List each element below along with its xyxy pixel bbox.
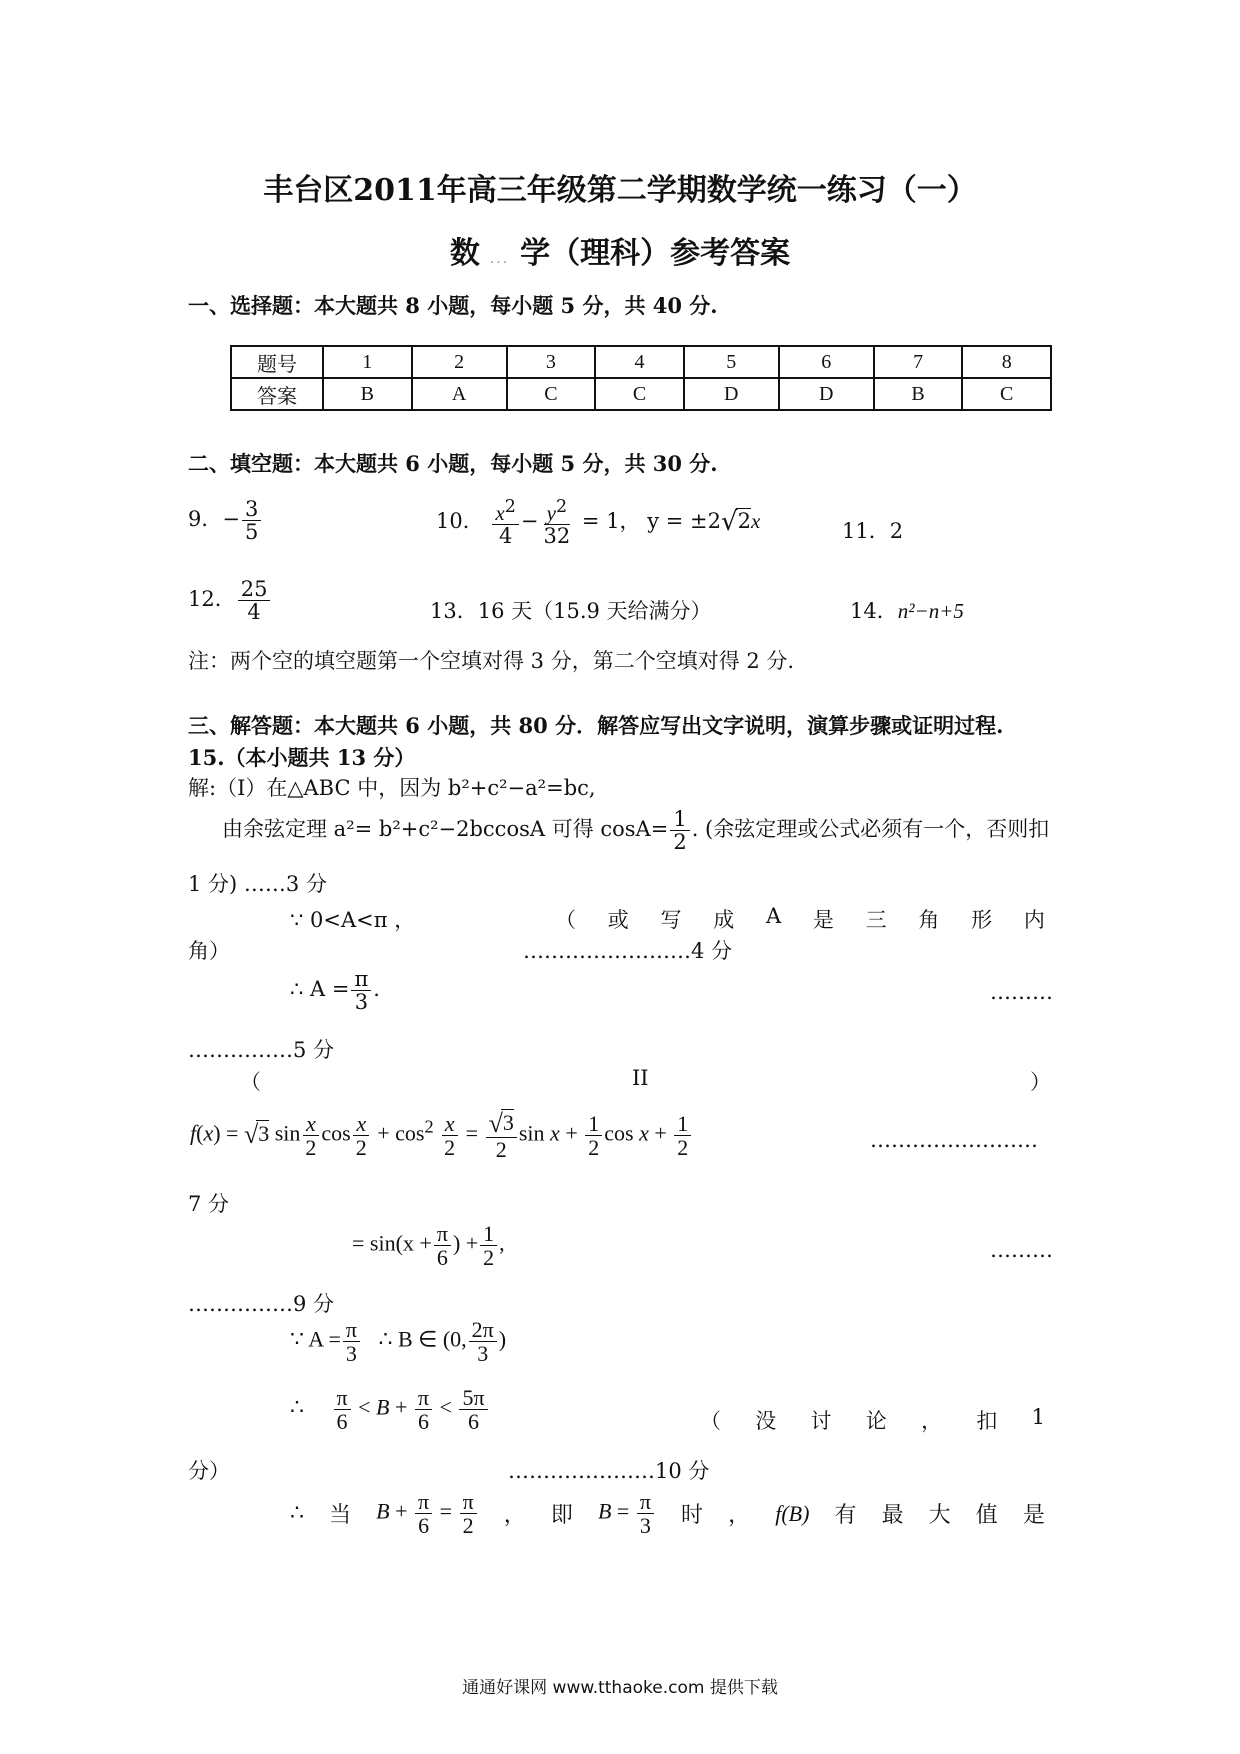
score-marker: ………	[990, 1238, 1053, 1262]
note-char: 或	[607, 908, 629, 932]
answer-q10: 10． $\frac{x^2}{4}$ − $\frac{y^2}{32}$ = 1， y = ±2√2x	[436, 497, 761, 549]
line-char: 当	[329, 1503, 352, 1529]
q10-frac-y: $\frac{y^2}{32}$	[543, 497, 571, 549]
sin-text: = sin(x +	[352, 1230, 432, 1256]
score-marker: …………………10 分	[508, 1459, 710, 1483]
solution-line: ∵ 0<A<π ，	[290, 908, 416, 932]
note-char: 1	[1031, 1405, 1045, 1429]
note-char: 角	[918, 908, 940, 932]
table-cell: 6	[779, 346, 874, 378]
page-title: 丰台区2011年高三年级第二学期数学统一练习（一）	[263, 173, 977, 208]
table-cell: 2	[412, 346, 507, 378]
note-char: 写	[660, 908, 682, 932]
score-marker: 7 分	[188, 1192, 230, 1216]
table-cell: C	[962, 378, 1051, 410]
section-3-heading: 三、解答题：本大题共 6 小题，共 80 分．解答应写出文字说明，演算步骤或证明过程.	[188, 713, 1004, 738]
q12-den: 4	[247, 600, 261, 625]
solution-line: 解:（Ⅰ）在△ABC 中，因为 b²+c²−a²=bc,	[188, 776, 596, 800]
part-ii-open: （	[240, 1070, 261, 1094]
note-char: 论	[865, 1409, 887, 1433]
answer-q12	[188, 578, 272, 623]
q9-label: 9．	[188, 507, 223, 532]
note-char: 讨	[810, 1409, 832, 1433]
note-char: A	[766, 904, 782, 928]
page-subtitle	[0, 228, 1240, 272]
table-cell: D	[779, 378, 874, 410]
table-cell: B	[874, 378, 963, 410]
q9-fraction	[242, 498, 261, 543]
line-char: ，	[728, 1503, 751, 1529]
line-char: 值	[975, 1503, 998, 1529]
fraction-pi-3: $\frac{\pi}{3}$	[351, 968, 371, 1013]
q10-asymptote: y = ±2	[647, 509, 722, 534]
function-expression: f(x) = √3 sin $\frac{x}{2}$ cos $\frac{x}{2}$ + $\cos^2$ $\frac{x}{2}$ = $\frac{√3}{2}$ sin x + $\frac{1}{2}$ cos x + $\frac{1}{2}$	[190, 1110, 693, 1161]
note-char: 形	[971, 908, 993, 932]
section-1-heading: 一、选择题：本大题共 8 小题，每小题 5 分，共 40 分.	[188, 293, 718, 318]
note-char: ，	[921, 1409, 943, 1433]
solution-line: ∴ A = $\frac{\pi}{3}$ .	[290, 967, 380, 1015]
table-cell: 5	[684, 346, 779, 378]
q12-fraction	[238, 578, 271, 623]
q12-num: 25	[238, 578, 271, 601]
q10-label: 10．	[436, 509, 484, 534]
function-simplified: = sin(x + $\frac{\pi}{6}$ ) + $\frac{1}{2}$ ,	[352, 1221, 505, 1271]
table-cell: C	[595, 378, 684, 410]
q10-equals: = 1，	[581, 509, 641, 534]
function-fb: f(B)	[775, 1500, 810, 1526]
table-cell: 1	[323, 346, 412, 378]
answer-table	[230, 345, 1052, 411]
table-cell: 4	[595, 346, 684, 378]
subtitle-left: 数	[449, 236, 480, 271]
q14-expr: n²−n+5	[897, 599, 964, 623]
q9-sign: −	[222, 507, 240, 532]
angle-b-range: ∴ B ∈ (0,	[378, 1326, 467, 1352]
note-char: 三	[865, 908, 887, 932]
table-cell: C	[507, 378, 596, 410]
solution-line: 1 分) ……3 分	[188, 872, 327, 896]
table-cell: A	[412, 378, 507, 410]
therefore-symbol: ∴	[290, 1501, 304, 1527]
solution-line: 分）	[188, 1459, 230, 1483]
score-marker: ……………………4 分	[523, 939, 733, 963]
q14-label: 14．	[850, 599, 898, 623]
part-ii-label: II	[632, 1066, 649, 1090]
solution-line	[290, 1490, 1045, 1537]
line-char: 大	[928, 1503, 951, 1529]
line-char: 有	[834, 1503, 857, 1529]
note-char: 成	[713, 908, 735, 932]
q9-den: 5	[244, 520, 259, 545]
part-ii-close: ）	[1030, 1070, 1051, 1094]
b-value-expr: B = $\frac{\pi}{3}$	[598, 1490, 656, 1537]
score-marker: ……………9 分	[188, 1292, 335, 1316]
solution-line: 角）	[188, 939, 230, 963]
table-cell: D	[684, 378, 779, 410]
angle-a-text: ∵ A =	[290, 1326, 341, 1352]
section-2-heading: 二、填空题：本大题共 6 小题，每小题 5 分，共 30 分.	[188, 451, 718, 476]
subtitle-right: 学（理科）参考答案	[520, 236, 791, 271]
solution-line-right	[555, 904, 1045, 934]
footer-credit: 通通好课网 www.tthaoke.com 提供下载	[462, 1678, 778, 1698]
note-char: （	[700, 1409, 721, 1433]
table-cell: B	[323, 378, 412, 410]
note-char: 没	[755, 1409, 777, 1433]
table-cell: 答案	[231, 378, 323, 410]
line-char: 是	[1022, 1503, 1045, 1529]
note-char: 扣	[976, 1409, 998, 1433]
table-cell: 题号	[231, 346, 323, 378]
table-cell: 8	[962, 346, 1051, 378]
q10-frac-x: $\frac{x^2}{4}$	[492, 498, 518, 547]
note-char: 是	[812, 908, 834, 932]
line-char: 时	[681, 1503, 704, 1529]
q9-num: 3	[242, 498, 261, 521]
line-char: 即	[550, 1503, 573, 1529]
answer-q11: 11．2	[842, 519, 904, 543]
answer-q14	[850, 595, 964, 625]
note: 注：两个空的填空题第一个空填对得 3 分，第二个空填对得 2 分.	[188, 649, 795, 673]
q12-label: 12．	[188, 587, 236, 612]
q15-heading: 15.（本小题共 13 分）	[188, 745, 416, 770]
condition-expr: B + $\frac{\pi}{6}$ = $\frac{\pi}{2}$	[376, 1490, 479, 1537]
score-marker: ………	[990, 980, 1053, 1004]
solution-line: ∴ $\frac{\pi}{6}$ < B + $\frac{\pi}{6}$ < $\frac{5\pi}{6}$	[290, 1386, 490, 1433]
subtitle-dots: ...	[490, 255, 510, 266]
score-marker: ……………………	[870, 1128, 1038, 1152]
fraction-half: $\frac{1}{2}$	[670, 808, 689, 853]
note-char: 内	[1023, 908, 1045, 932]
cosine-law-text: 由余弦定理 a²= b²+c²−2bccosA 可得 cosA=	[222, 817, 669, 842]
note-char: （	[555, 908, 576, 932]
table-cell: 7	[874, 346, 963, 378]
answer-q13: 13．16 天（15.9 天给满分）	[430, 599, 712, 623]
table-row	[231, 346, 1051, 378]
solution-line-right	[700, 1405, 1045, 1435]
solution-line	[222, 808, 1049, 853]
line-char: 最	[881, 1503, 904, 1529]
table-row	[231, 378, 1051, 410]
plus-text: ) +	[452, 1230, 479, 1256]
angle-a-text: ∴ A =	[290, 977, 350, 1002]
cosine-law-note: . (余弦定理或公式必须有一个，否则扣	[691, 817, 1050, 842]
table-cell: 3	[507, 346, 596, 378]
therefore-symbol: ∴	[290, 1394, 304, 1420]
line-char: ，	[503, 1503, 526, 1529]
answer-q9	[188, 498, 263, 543]
score-marker: ……………5 分	[188, 1038, 335, 1062]
solution-line: ∵ A = $\frac{\pi}{3}$ ∴ B ∈ (0, $\frac{2\pi}{3}$ )	[290, 1317, 507, 1367]
